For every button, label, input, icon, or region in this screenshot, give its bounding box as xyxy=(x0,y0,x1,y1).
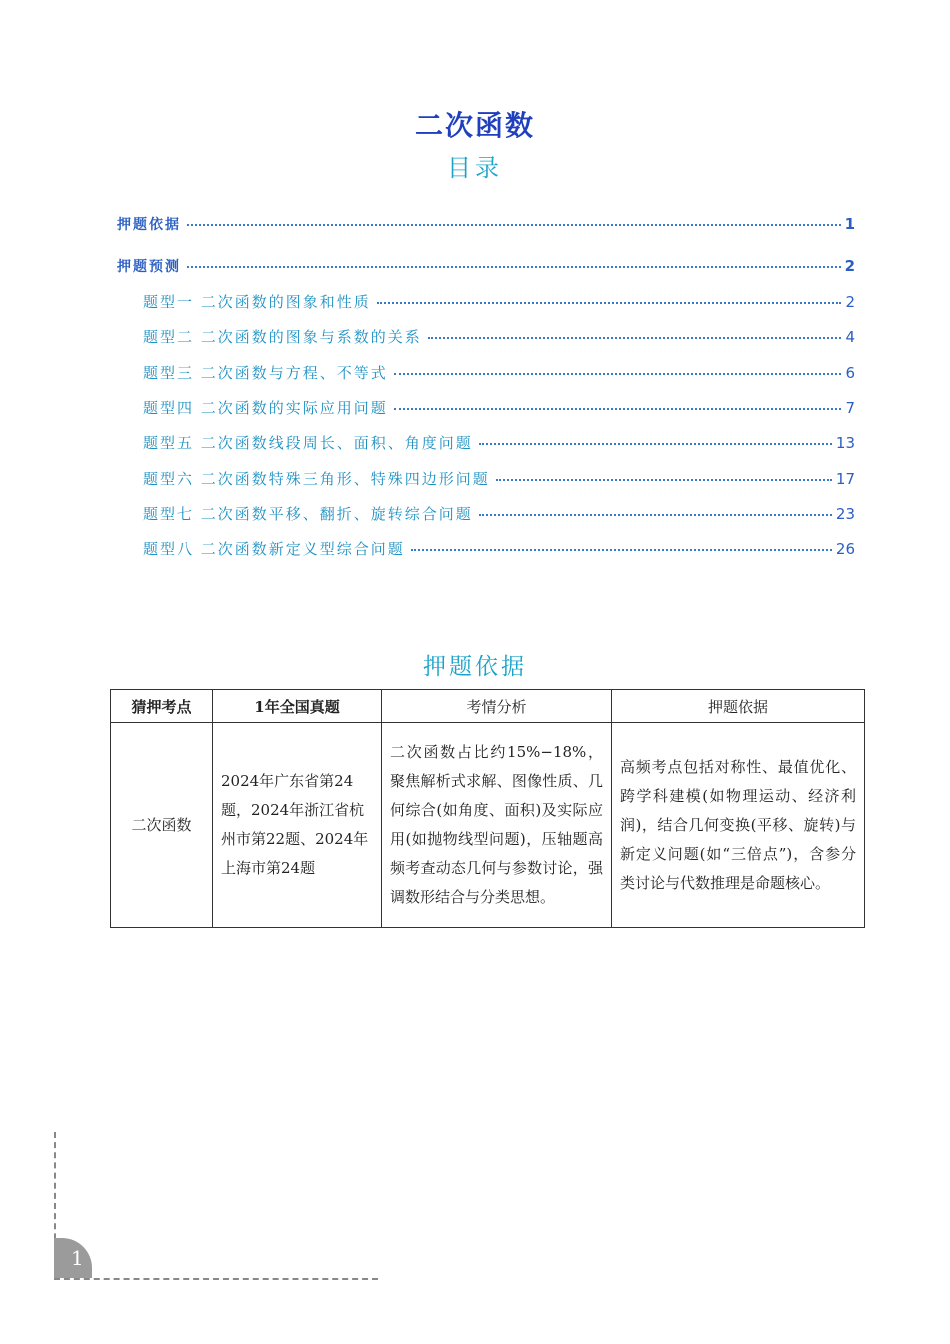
toc-item-label: 题型一 二次函数的图象和性质 xyxy=(143,293,371,311)
exam-cell: 2024年广东省第24题，2024年浙江省杭州市第22题、2024年上海市第24题 xyxy=(213,723,382,928)
page-corner-decoration xyxy=(54,1132,378,1280)
toc-leader-dots xyxy=(479,443,832,445)
toc-item-label: 题型三 二次函数与方程、不等式 xyxy=(143,364,388,382)
toc-item-type-2[interactable] xyxy=(143,326,855,347)
toc-item-page: 23 xyxy=(835,505,855,523)
toc-item-label: 押题预测 xyxy=(117,259,181,275)
toc-item-label: 题型八 二次函数新定义型综合问题 xyxy=(143,540,405,558)
topic-cell: 二次函数 xyxy=(111,723,213,928)
toc-item-page: 2 xyxy=(845,293,855,311)
toc-item-type-4[interactable] xyxy=(143,397,855,418)
table-of-contents xyxy=(0,0,950,600)
toc-item-type-1[interactable] xyxy=(143,291,855,312)
column-header: 1年全国真题 xyxy=(213,690,382,723)
toc-item-page: 6 xyxy=(845,364,855,382)
toc-item-page: 26 xyxy=(835,540,855,558)
toc-item-label: 题型六 二次函数特殊三角形、特殊四边形问题 xyxy=(143,470,490,488)
toc-leader-dots xyxy=(187,266,841,268)
toc-item-page: 2 xyxy=(844,257,855,275)
toc-leader-dots xyxy=(428,337,842,339)
toc-item-type-6[interactable] xyxy=(143,468,855,489)
toc-leader-dots xyxy=(394,373,842,375)
toc-item-label: 题型四 二次函数的实际应用问题 xyxy=(143,399,388,417)
toc-leader-dots xyxy=(187,224,841,226)
table-row xyxy=(111,723,865,928)
basis-cell: 高频考点包括对称性、最值优化、跨学科建模(如物理运动、经济利润)，结合几何变换(平移、旋转)与新定义问题(如“三倍点”)，含参分类讨论与代数推理是命题核心。 xyxy=(612,723,865,928)
toc-item-page: 7 xyxy=(845,399,855,417)
toc-item-type-8[interactable] xyxy=(143,538,855,559)
toc-item-label: 题型五 二次函数线段周长、面积、角度问题 xyxy=(143,434,473,452)
toc-item-basis[interactable] xyxy=(117,214,855,234)
column-header: 押题依据 xyxy=(612,690,865,723)
toc-item-page: 1 xyxy=(844,215,855,233)
toc-leader-dots xyxy=(479,514,832,516)
toc-leader-dots xyxy=(377,302,842,304)
toc-item-type-5[interactable] xyxy=(143,432,855,453)
toc-item-label: 题型七 二次函数平移、翻折、旋转综合问题 xyxy=(143,505,473,523)
toc-leader-dots xyxy=(394,408,842,410)
toc-item-type-3[interactable] xyxy=(143,362,855,383)
toc-item-page: 13 xyxy=(835,434,855,452)
basis-section-heading: 押题依据 xyxy=(423,654,527,680)
column-header: 猜押考点 xyxy=(111,690,213,723)
toc-heading: 目录 xyxy=(447,154,503,182)
toc-item-page: 17 xyxy=(835,470,855,488)
toc-item-type-7[interactable] xyxy=(143,503,855,524)
toc-item-prediction[interactable] xyxy=(117,256,855,276)
column-header: 考情分析 xyxy=(382,690,612,723)
toc-leader-dots xyxy=(411,549,832,551)
toc-item-label: 押题依据 xyxy=(117,217,181,233)
toc-item-page: 4 xyxy=(845,328,855,346)
analysis-cell: 二次函数占比约15%−18%，聚焦解析式求解、图像性质、几何综合(如角度、面积)及实际应用(如抛物线型问题)，压轴题高频考查动态几何与参数讨论，强调数形结合与分类思想。 xyxy=(382,723,612,928)
table-header-row xyxy=(111,690,865,723)
basis-table xyxy=(110,689,865,928)
toc-item-label: 题型二 二次函数的图象与系数的关系 xyxy=(143,328,422,346)
document-title: 二次函数 xyxy=(414,109,535,142)
page-number: 1 xyxy=(71,1246,84,1270)
toc-leader-dots xyxy=(496,479,832,481)
